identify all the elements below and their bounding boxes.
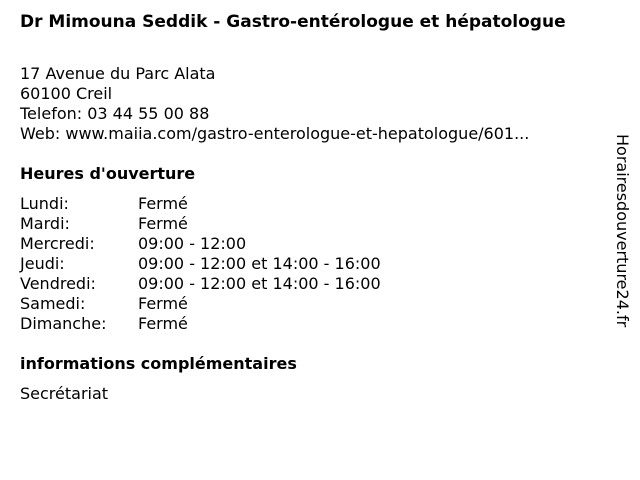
page-title: Dr Mimouna Seddik - Gastro-entérologue et hépatologue	[20, 12, 566, 32]
hours-row-monday	[20, 194, 381, 214]
opening-hours-table	[20, 194, 381, 334]
postal-city: 60100 Creil	[20, 84, 113, 103]
day-hours: 09:00 - 12:00 et 14:00 - 16:00	[138, 254, 381, 273]
street-address: 17 Avenue du Parc Alata	[20, 64, 216, 83]
day-label: Vendredi:	[20, 274, 96, 293]
hours-row-wednesday	[20, 234, 381, 254]
additional-info-text: Secrétariat	[20, 384, 109, 403]
hours-row-saturday	[20, 294, 381, 314]
day-hours: Fermé	[138, 314, 188, 333]
hours-row-tuesday	[20, 214, 381, 234]
address-block	[20, 64, 529, 144]
day-hours: 09:00 - 12:00 et 14:00 - 16:00	[138, 274, 381, 293]
hours-row-thursday	[20, 254, 381, 274]
day-label: Mercredi:	[20, 234, 95, 253]
hours-row-friday	[20, 274, 381, 294]
hours-row-sunday	[20, 314, 381, 334]
day-label: Samedi:	[20, 294, 86, 313]
phone-number[interactable]: Telefon: 03 44 55 00 88	[20, 104, 210, 123]
day-label: Dimanche:	[20, 314, 107, 333]
day-hours: Fermé	[138, 214, 188, 233]
day-label: Lundi:	[20, 194, 69, 213]
day-hours: Fermé	[138, 294, 188, 313]
day-label: Jeudi:	[20, 254, 65, 273]
opening-hours-heading: Heures d'ouverture	[20, 164, 196, 183]
day-hours: 09:00 - 12:00	[138, 234, 247, 253]
additional-info-heading: informations complémentaires	[20, 354, 297, 373]
site-watermark: Horairesdouverture24.fr	[613, 134, 632, 328]
website-link[interactable]: Web: www.maiia.com/gastro-enterologue-et-hepatologue/601...	[20, 124, 530, 143]
day-label: Mardi:	[20, 214, 70, 233]
day-hours: Fermé	[138, 194, 188, 213]
